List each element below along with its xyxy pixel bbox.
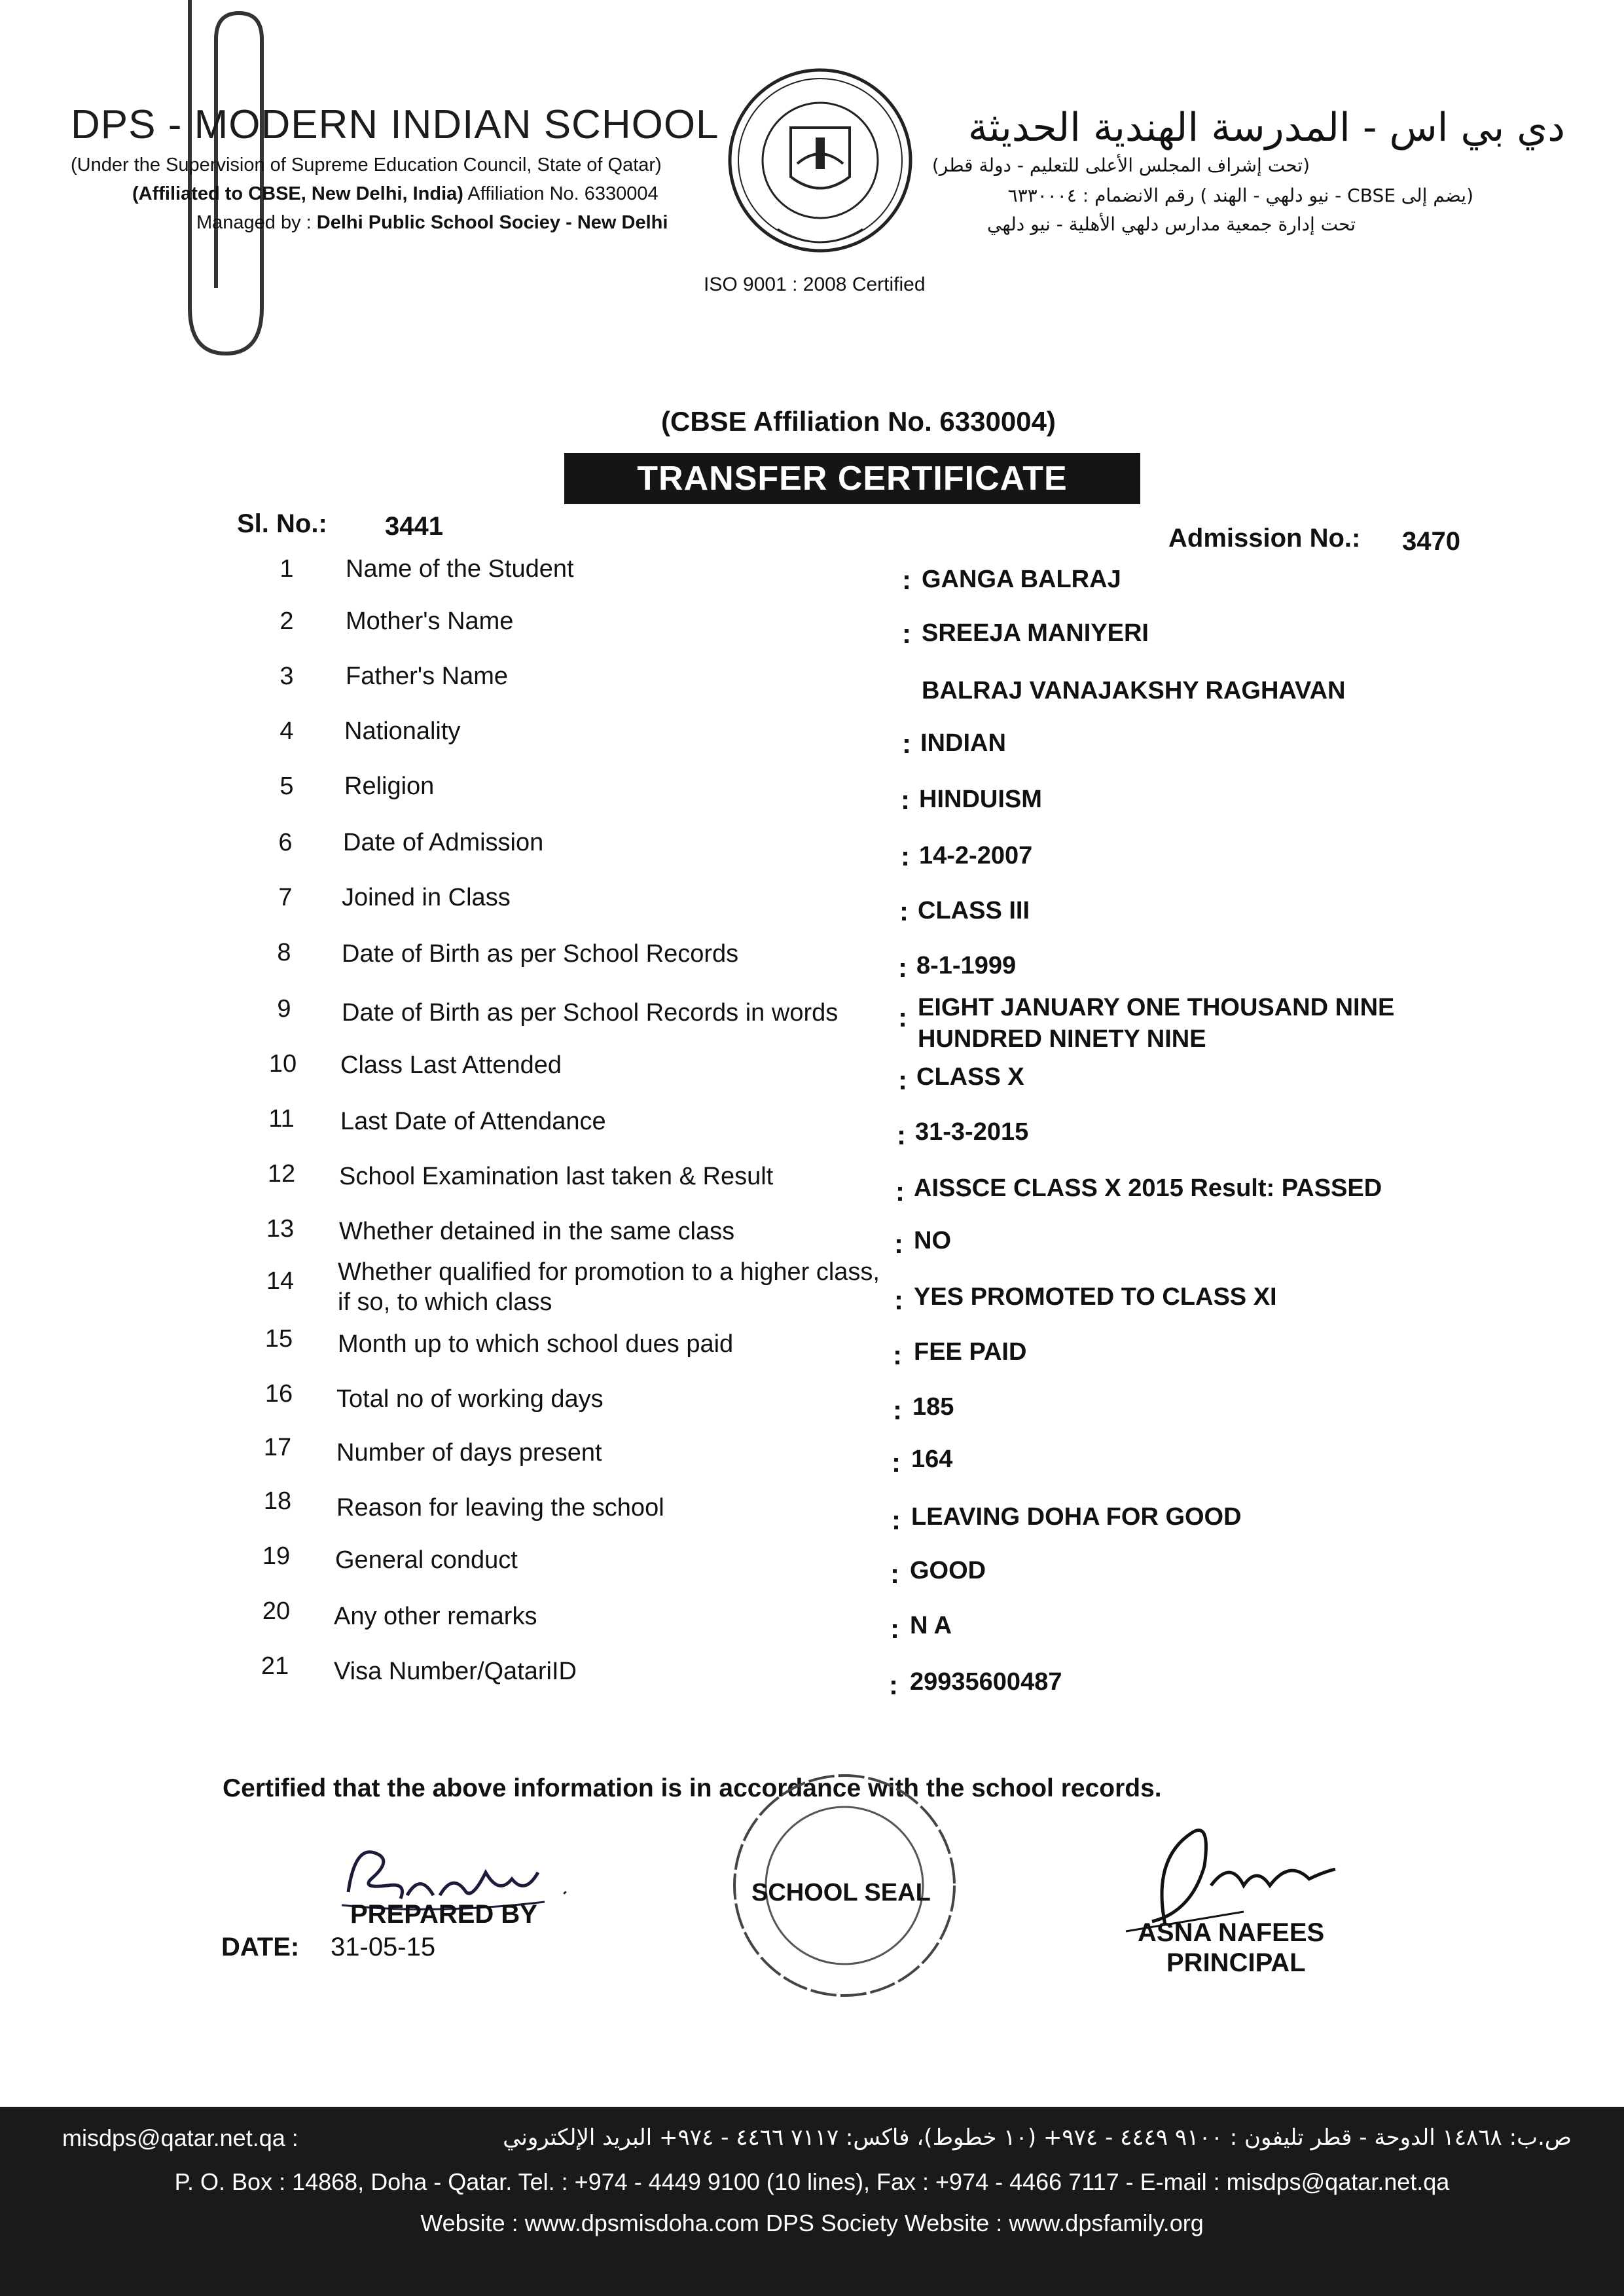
row-label: Date of Birth as per School Records	[342, 940, 739, 968]
conduct-value: GOOD	[910, 1557, 986, 1584]
class-last-attended-value: CLASS X	[916, 1063, 1024, 1091]
row-label: Whether qualified for promotion to a higher class,	[338, 1258, 880, 1286]
row-number: 21	[261, 1652, 289, 1680]
row-colon: :	[895, 1176, 905, 1207]
date-label: DATE:	[221, 1933, 300, 1961]
row-number: 18	[263, 1487, 292, 1515]
row-label: Any other remarks	[334, 1603, 537, 1630]
row-colon: :	[902, 618, 911, 649]
row-colon: :	[899, 896, 909, 926]
row-label: Total no of working days	[336, 1385, 604, 1413]
admission-number-label: Admission No.:	[1168, 524, 1361, 553]
row-number: 3	[280, 663, 294, 690]
serial-number-label: Sl. No.:	[237, 509, 327, 538]
row-colon: :	[894, 1228, 903, 1259]
arabic-school-name: دي بي اس - المدرسة الهندية الحديثة	[967, 105, 1565, 151]
row-colon: :	[901, 841, 910, 871]
row-colon: :	[898, 1065, 907, 1095]
row-label: Date of Birth as per School Records in words	[342, 999, 839, 1027]
row-number: 14	[266, 1267, 295, 1295]
dob-words-value-line2: HUNDRED NINETY NINE	[918, 1025, 1206, 1053]
days-present-value: 164	[911, 1446, 953, 1473]
detained-value: NO	[914, 1227, 951, 1254]
row-label: Father's Name	[346, 663, 509, 690]
row-colon: :	[890, 1558, 899, 1589]
row-label: Whether detained in the same class	[339, 1218, 735, 1245]
row-number: 19	[262, 1542, 291, 1570]
school-seal-label: SCHOOL SEAL	[751, 1879, 931, 1906]
row-number: 8	[277, 939, 291, 966]
row-label: Month up to which school dues paid	[338, 1330, 734, 1358]
row-number: 13	[266, 1215, 295, 1243]
row-label: Reason for leaving the school	[336, 1494, 664, 1522]
remarks-value: N A	[910, 1612, 952, 1639]
serial-number-value: 3441	[385, 512, 443, 541]
row-number: 17	[263, 1434, 292, 1461]
dob-words-value: EIGHT JANUARY ONE THOUSAND NINE	[918, 994, 1395, 1021]
row-number: 9	[277, 995, 291, 1023]
row-number: 15	[264, 1325, 293, 1353]
prepared-by-label: PREPARED BY	[350, 1900, 537, 1929]
row-number: 12	[267, 1160, 296, 1188]
row-label: Nationality	[344, 718, 461, 745]
row-number: 6	[278, 829, 293, 856]
row-colon: :	[898, 1002, 907, 1032]
footer-email: misdps@qatar.net.qa :	[62, 2124, 298, 2151]
row-colon: :	[892, 1447, 901, 1478]
row-label: Last Date of Attendance	[340, 1108, 606, 1135]
principal-name: ASNA NAFEES	[1138, 1918, 1325, 1947]
promotion-value: YES PROMOTED TO CLASS XI	[914, 1283, 1277, 1311]
footer-arabic-contact: ص.ب: ١٤٨٦٨ الدوحة - قطر تليفون : ٩١٠٠ ٤٤٤٩ - ٩٧٤+ (١٠ خطوط)، فاكس: ٧١١٧ ٤٤٦٦ - ٩٧٤+ البريد الإلكتروني	[503, 2124, 1572, 2151]
school-emblem-icon	[725, 65, 915, 255]
mother-name-value: SREEJA MANIYERI	[922, 619, 1149, 647]
row-label: School Examination last taken & Result	[339, 1163, 774, 1190]
dues-paid-value: FEE PAID	[914, 1338, 1027, 1366]
father-name-value: BALRAJ VANAJAKSHY RAGHAVAN	[922, 677, 1346, 704]
row-number: 5	[280, 773, 294, 800]
row-colon: :	[889, 1669, 898, 1700]
row-colon: :	[892, 1504, 901, 1535]
last-attendance-value: 31-3-2015	[915, 1118, 1029, 1146]
school-name: DPS - MODERN INDIAN SCHOOL	[71, 102, 719, 147]
leaving-reason-value: LEAVING DOHA FOR GOOD	[911, 1503, 1242, 1531]
row-number: 7	[278, 884, 293, 911]
certificate-title: TRANSFER CERTIFICATE	[637, 460, 1068, 498]
footer-website-line: Website : www.dpsmisdoha.com DPS Society Website : www.dpsfamily.org	[420, 2210, 1204, 2236]
row-label: Religion	[344, 773, 435, 800]
row-colon: :	[893, 1394, 902, 1425]
exam-result-value: AISSCE CLASS X 2015 Result: PASSED	[914, 1175, 1382, 1202]
cbse-affiliation: (CBSE Affiliation No. 6330004)	[661, 406, 1056, 437]
row-number: 4	[280, 718, 294, 745]
row-number: 1	[280, 555, 294, 583]
row-colon: :	[898, 952, 907, 983]
admission-date-value: 14-2-2007	[919, 842, 1033, 869]
managed-by-prefix: Managed by :	[196, 212, 317, 233]
row-colon: :	[890, 1613, 899, 1644]
row-colon: :	[894, 1285, 903, 1315]
certification-statement: Certified that the above information is in accordance with the school records.	[223, 1774, 1162, 1802]
affiliation-number: Affiliation No. 6330004	[463, 183, 659, 204]
row-number: 2	[280, 608, 294, 635]
date-value: 31-05-15	[331, 1933, 436, 1961]
row-label: Mother's Name	[346, 608, 514, 635]
arabic-managed-line: تحت إدارة جمعية مدارس دلهي الأهلية - نيو دلهي	[987, 213, 1356, 235]
row-label: Name of the Student	[346, 555, 574, 583]
row-label-line2: if so, to which class	[338, 1288, 552, 1316]
supervision-line: (Under the Supervision of Supreme Education Council, State of Qatar)	[71, 155, 662, 175]
row-label: Class Last Attended	[340, 1051, 562, 1079]
row-colon: :	[893, 1339, 902, 1370]
row-label: Joined in Class	[342, 884, 511, 911]
arabic-affiliation-line: (يضم إلى CBSE - نيو دلهي - الهند ) رقم الانضمام : ٦٣٣٠٠٠٤	[1007, 185, 1473, 206]
visa-number-value: 29935600487	[910, 1668, 1062, 1696]
affiliation-line	[132, 183, 659, 205]
row-colon: :	[902, 564, 911, 595]
row-colon: :	[897, 1120, 906, 1150]
row-label: General conduct	[335, 1546, 518, 1574]
nationality-value: INDIAN	[920, 729, 1006, 757]
row-number: 20	[262, 1597, 291, 1625]
dob-value: 8-1-1999	[916, 952, 1017, 979]
row-colon: :	[901, 784, 910, 815]
managed-by-society: Delhi Public School Sociey - New Delhi	[316, 212, 668, 233]
religion-value: HINDUISM	[919, 786, 1042, 813]
arabic-supervision-line: (تحت إشراف المجلس الأعلى للتعليم - دولة قطر)	[931, 155, 1310, 176]
footer-contact-line: P. O. Box : 14868, Doha - Qatar. Tel. : +974 - 4449 9100 (10 lines), Fax : +974 - 4466 7117 - E-mail : misdps@qatar.net.qa	[174, 2168, 1450, 2195]
row-number: 10	[268, 1050, 297, 1078]
principal-title: PRINCIPAL	[1166, 1948, 1306, 1977]
row-number: 16	[264, 1380, 293, 1408]
student-name-value: GANGA BALRAJ	[922, 566, 1121, 593]
joined-class-value: CLASS III	[918, 897, 1030, 924]
working-days-value: 185	[912, 1393, 954, 1421]
row-label: Number of days present	[336, 1439, 602, 1467]
managed-by-line	[196, 212, 668, 234]
iso-certification: ISO 9001 : 2008 Certified	[704, 274, 926, 295]
row-label: Visa Number/QatariID	[334, 1658, 577, 1685]
admission-number-value: 3470	[1402, 527, 1460, 556]
row-label: Date of Admission	[343, 829, 544, 856]
row-number: 11	[268, 1105, 295, 1133]
affiliation-bold: (Affiliated to CBSE, New Delhi, India)	[132, 183, 463, 204]
row-colon: :	[902, 728, 911, 759]
